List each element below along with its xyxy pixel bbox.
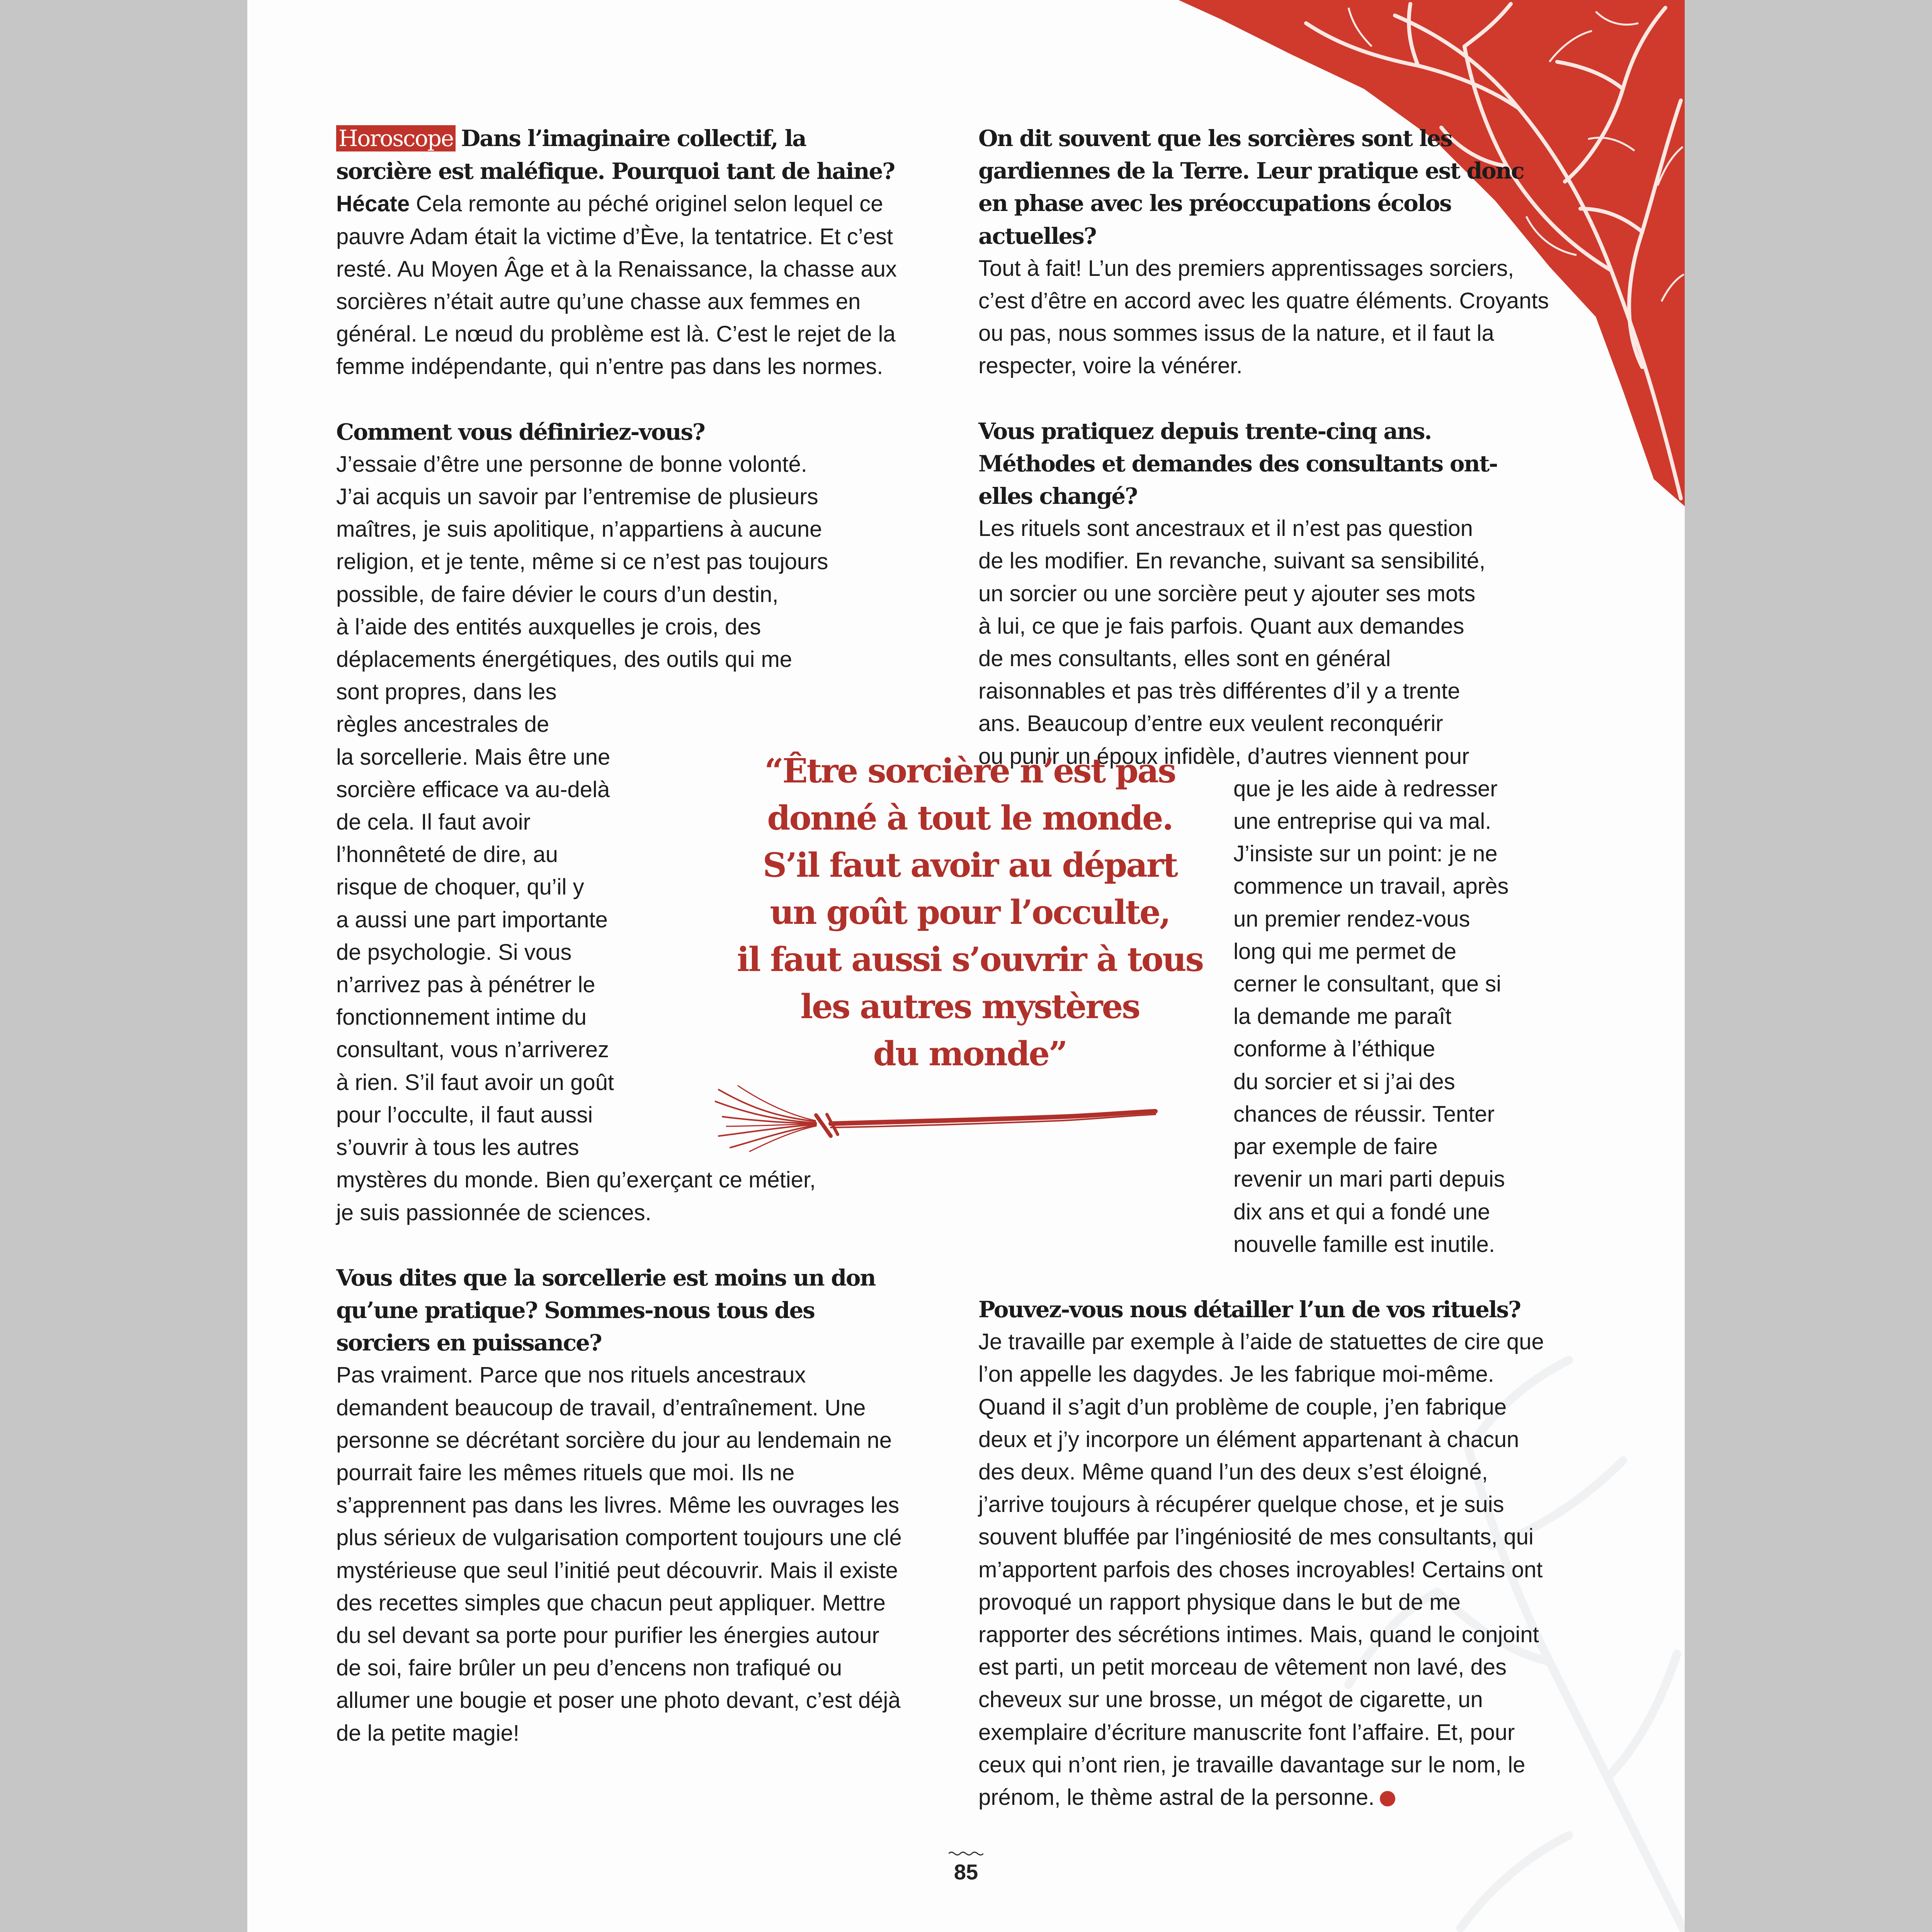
pull-quote-line: “Être sorcière n’est pas: [764, 752, 1175, 791]
answer-line: possible, de faire dévier le cours d’un destin,: [336, 582, 779, 607]
answer-line: pour l’occulte, il faut aussi: [336, 1102, 593, 1128]
answer-3: Pas vraiment. Parce que nos rituels ancestraux demandent beaucoup de travail, d’entraînement. Une personne se décrétant sorcière du jour au lendemain ne pourrait faire les mêmes rituels que moi. Ils ne s’apprennent pas dans les livres. Même les ouvrages les plus sérieux de vulgarisation comportent toujours une clé mystérieuse que seul l’initié peut découvrir. Mais il existe des recettes simples que chacun peut appliquer. Mettre du sel devant sa porte pour purifier les énergies autour de soi, faire brûler un peu d’encens non trafiqué ou allumer une bougie et poser une photo devant, c’est déjà de la petite magie!: [336, 1362, 902, 1746]
answer-line: revenir un mari parti depuis: [1233, 1167, 1505, 1192]
answer-text: Cela remonte au péché originel selon lequel ce pauvre Adam était la victime d’Ève, la tentatrice. Et c’est resté. Au Moyen Âge et à la Renaissance, la chasse aux sorcières n’était autre qu’une chasse aux femmes en général. Le nœud du problème est là. C’est le rejet de la femme indépendante, qui n’entre pas dans les normes.: [336, 191, 897, 379]
answer-line: de cela. Il faut avoir: [336, 810, 531, 835]
pull-quote: [699, 748, 1240, 1078]
pull-quote-line: un goût pour l’occulte,: [770, 893, 1170, 932]
answer-line: sont propres, dans les: [336, 679, 557, 705]
answer-line: conforme à l’éthique: [1233, 1036, 1435, 1062]
answer-line: à lui, ce que je fais parfois. Quant aux demandes: [978, 613, 1464, 639]
answer-line: nouvelle famille est inutile.: [1233, 1231, 1495, 1257]
answer-line: risque de choquer, qu’il y: [336, 874, 584, 900]
answer-line: de mes consultants, elles sont en général: [978, 646, 1391, 672]
answer-line: de les modifier. En revanche, suivant sa sensibilité,: [978, 548, 1486, 574]
answer-line: Les rituels sont ancestraux et il n’est pas question: [978, 516, 1473, 541]
answer-line: religion, et je tente, même si ce n’est pas toujours: [336, 549, 828, 575]
answer-line: un sorcier ou une sorcière peut y ajouter ses mots: [978, 581, 1476, 606]
answer-line: dix ans et qui a fondé une: [1233, 1199, 1490, 1225]
question-4: On dit souvent que les sorcières sont les gardiennes de la Terre. Leur pratique est donc en phase avec les préoccupations écolos actuelles?: [978, 125, 1524, 249]
answer-line: raisonnables et pas très différentes d’il y a trente: [978, 679, 1460, 704]
answer-line: fonctionnement intime du: [336, 1005, 587, 1030]
answer-line: la demande me paraît: [1233, 1004, 1452, 1029]
answer-line: maîtres, je suis apolitique, n’appartiens à aucune: [336, 517, 822, 542]
answer-line: règles ancestrales de: [336, 712, 549, 737]
answer-line: un premier rendez-vous: [1233, 906, 1470, 932]
section-tag: Horoscope: [336, 125, 456, 151]
question-6: Pouvez-vous nous détailler l’un de vos rituels?: [978, 1296, 1520, 1323]
question-3: Vous dites que la sorcellerie est moins un don qu’une pratique? Sommes-nous tous des sorciers en puissance?: [336, 1264, 876, 1356]
answer-line: commence un travail, après: [1233, 874, 1509, 899]
speaker-name: Hécate: [336, 191, 410, 217]
answer-line: chances de réussir. Tenter: [1233, 1101, 1495, 1127]
end-of-article-icon: [1380, 1791, 1395, 1806]
answer-line: l’honnêteté de dire, au: [336, 842, 558, 867]
answer-4: Tout à fait! L’un des premiers apprentissages sorciers, c’est d’être en accord avec les quatre éléments. Croyants ou pas, nous sommes issus de la nature, et il faut la respecter, voire la vénérer.: [978, 255, 1549, 379]
answer-line: déplacements énergétiques, des outils qui me: [336, 647, 793, 672]
pull-quote-line: S’il faut avoir au départ: [762, 846, 1177, 885]
pull-quote-line: il faut aussi s’ouvrir à tous: [736, 940, 1203, 979]
answer-1: [336, 188, 904, 383]
answer-line: mystères du monde. Bien qu’exerçant ce métier,: [336, 1167, 816, 1193]
magazine-page: [247, 0, 1685, 1932]
answer-line: cerner le consultant, que si: [1233, 971, 1502, 997]
answer-line: de psychologie. Si vous: [336, 939, 572, 965]
answer-line: sorcière efficace va au-delà: [336, 777, 610, 802]
answer-line: consultant, vous n’arriverez: [336, 1037, 609, 1063]
pull-quote-line: du monde”: [873, 1034, 1067, 1073]
answer-line: ou punir un époux infidèle, d’autres viennent pour: [978, 743, 1469, 769]
answer-line: à rien. S’il faut avoir un goût: [336, 1070, 614, 1095]
answer-line: la sorcellerie. Mais être une: [336, 744, 611, 770]
answer-text: Je travaille par exemple à l’aide de statuettes de cire que l’on appelle les dagydes. Je les fabrique moi-même. Quand il s’agit d’un problème de couple, j’en fabrique deux et j’y incorpore un élément appartenant à chacun des deux. Même quand l’un des deux s’est éloigné, j’arrive toujours à récupérer quelque chose, et je suis souvent bluffée par l’ingéniosité de mes consultants, qui m’apportent parfois des choses incroyables! Certains ont provoqué un rapport physique dans le but de me rapporter des sécrétions intimes. Mais, quand le conjoint est parti, un petit morceau de vêtement non lavé, des cheveux sur une brosse, un mégot de cigarette, un exemplaire d’écriture manuscrite font l’affaire. Et, pour ceux qui n’ont rien, je travaille davantage sur le nom, le prénom, le thème astral de la personne.: [978, 1329, 1544, 1810]
answer-line: ans. Beaucoup d’entre eux veulent reconquérir: [978, 711, 1443, 736]
pull-quote-line: donné à tout le monde.: [767, 799, 1173, 838]
question-2: Comment vous définiriez-vous?: [336, 418, 705, 445]
answer-line: je suis passionnée de sciences.: [336, 1200, 651, 1225]
answer-6: [978, 1326, 1550, 1814]
answer-line: long qui me permet de: [1233, 939, 1457, 964]
broom-illustration: [715, 1078, 1159, 1155]
answer-line: une entreprise qui va mal.: [1233, 809, 1492, 834]
answer-line: que je les aide à redresser: [1233, 776, 1498, 801]
page-number-ornament: [949, 1851, 983, 1856]
answer-line: J’insiste sur un point: je ne: [1233, 841, 1498, 867]
pull-quote-line: les autres mystères: [800, 987, 1139, 1026]
question-5: Vous pratiquez depuis trente-cinq ans. Méthodes et demandes des consultants ont-elles changé?: [978, 418, 1497, 510]
answer-line: J’essaie d’être une personne de bonne volonté.: [336, 451, 807, 477]
question-1: [336, 122, 904, 188]
answer-line: par exemple de faire: [1233, 1134, 1438, 1160]
page-number: 85: [954, 1860, 978, 1884]
answer-line: n’arrivez pas à pénétrer le: [336, 972, 595, 998]
answer-line: du sorcier et si j’ai des: [1233, 1069, 1455, 1094]
question-text: Dans l’imaginaire collectif, la sorcière est maléfique. Pourquoi tant de haine?: [336, 125, 895, 185]
answer-line: à l’aide des entités auxquelles je crois, des: [336, 614, 761, 639]
answer-line: s’ouvrir à tous les autres: [336, 1135, 579, 1160]
answer-line: J’ai acquis un savoir par l’entremise de plusieurs: [336, 484, 818, 510]
answer-line: a aussi une part importante: [336, 907, 608, 932]
